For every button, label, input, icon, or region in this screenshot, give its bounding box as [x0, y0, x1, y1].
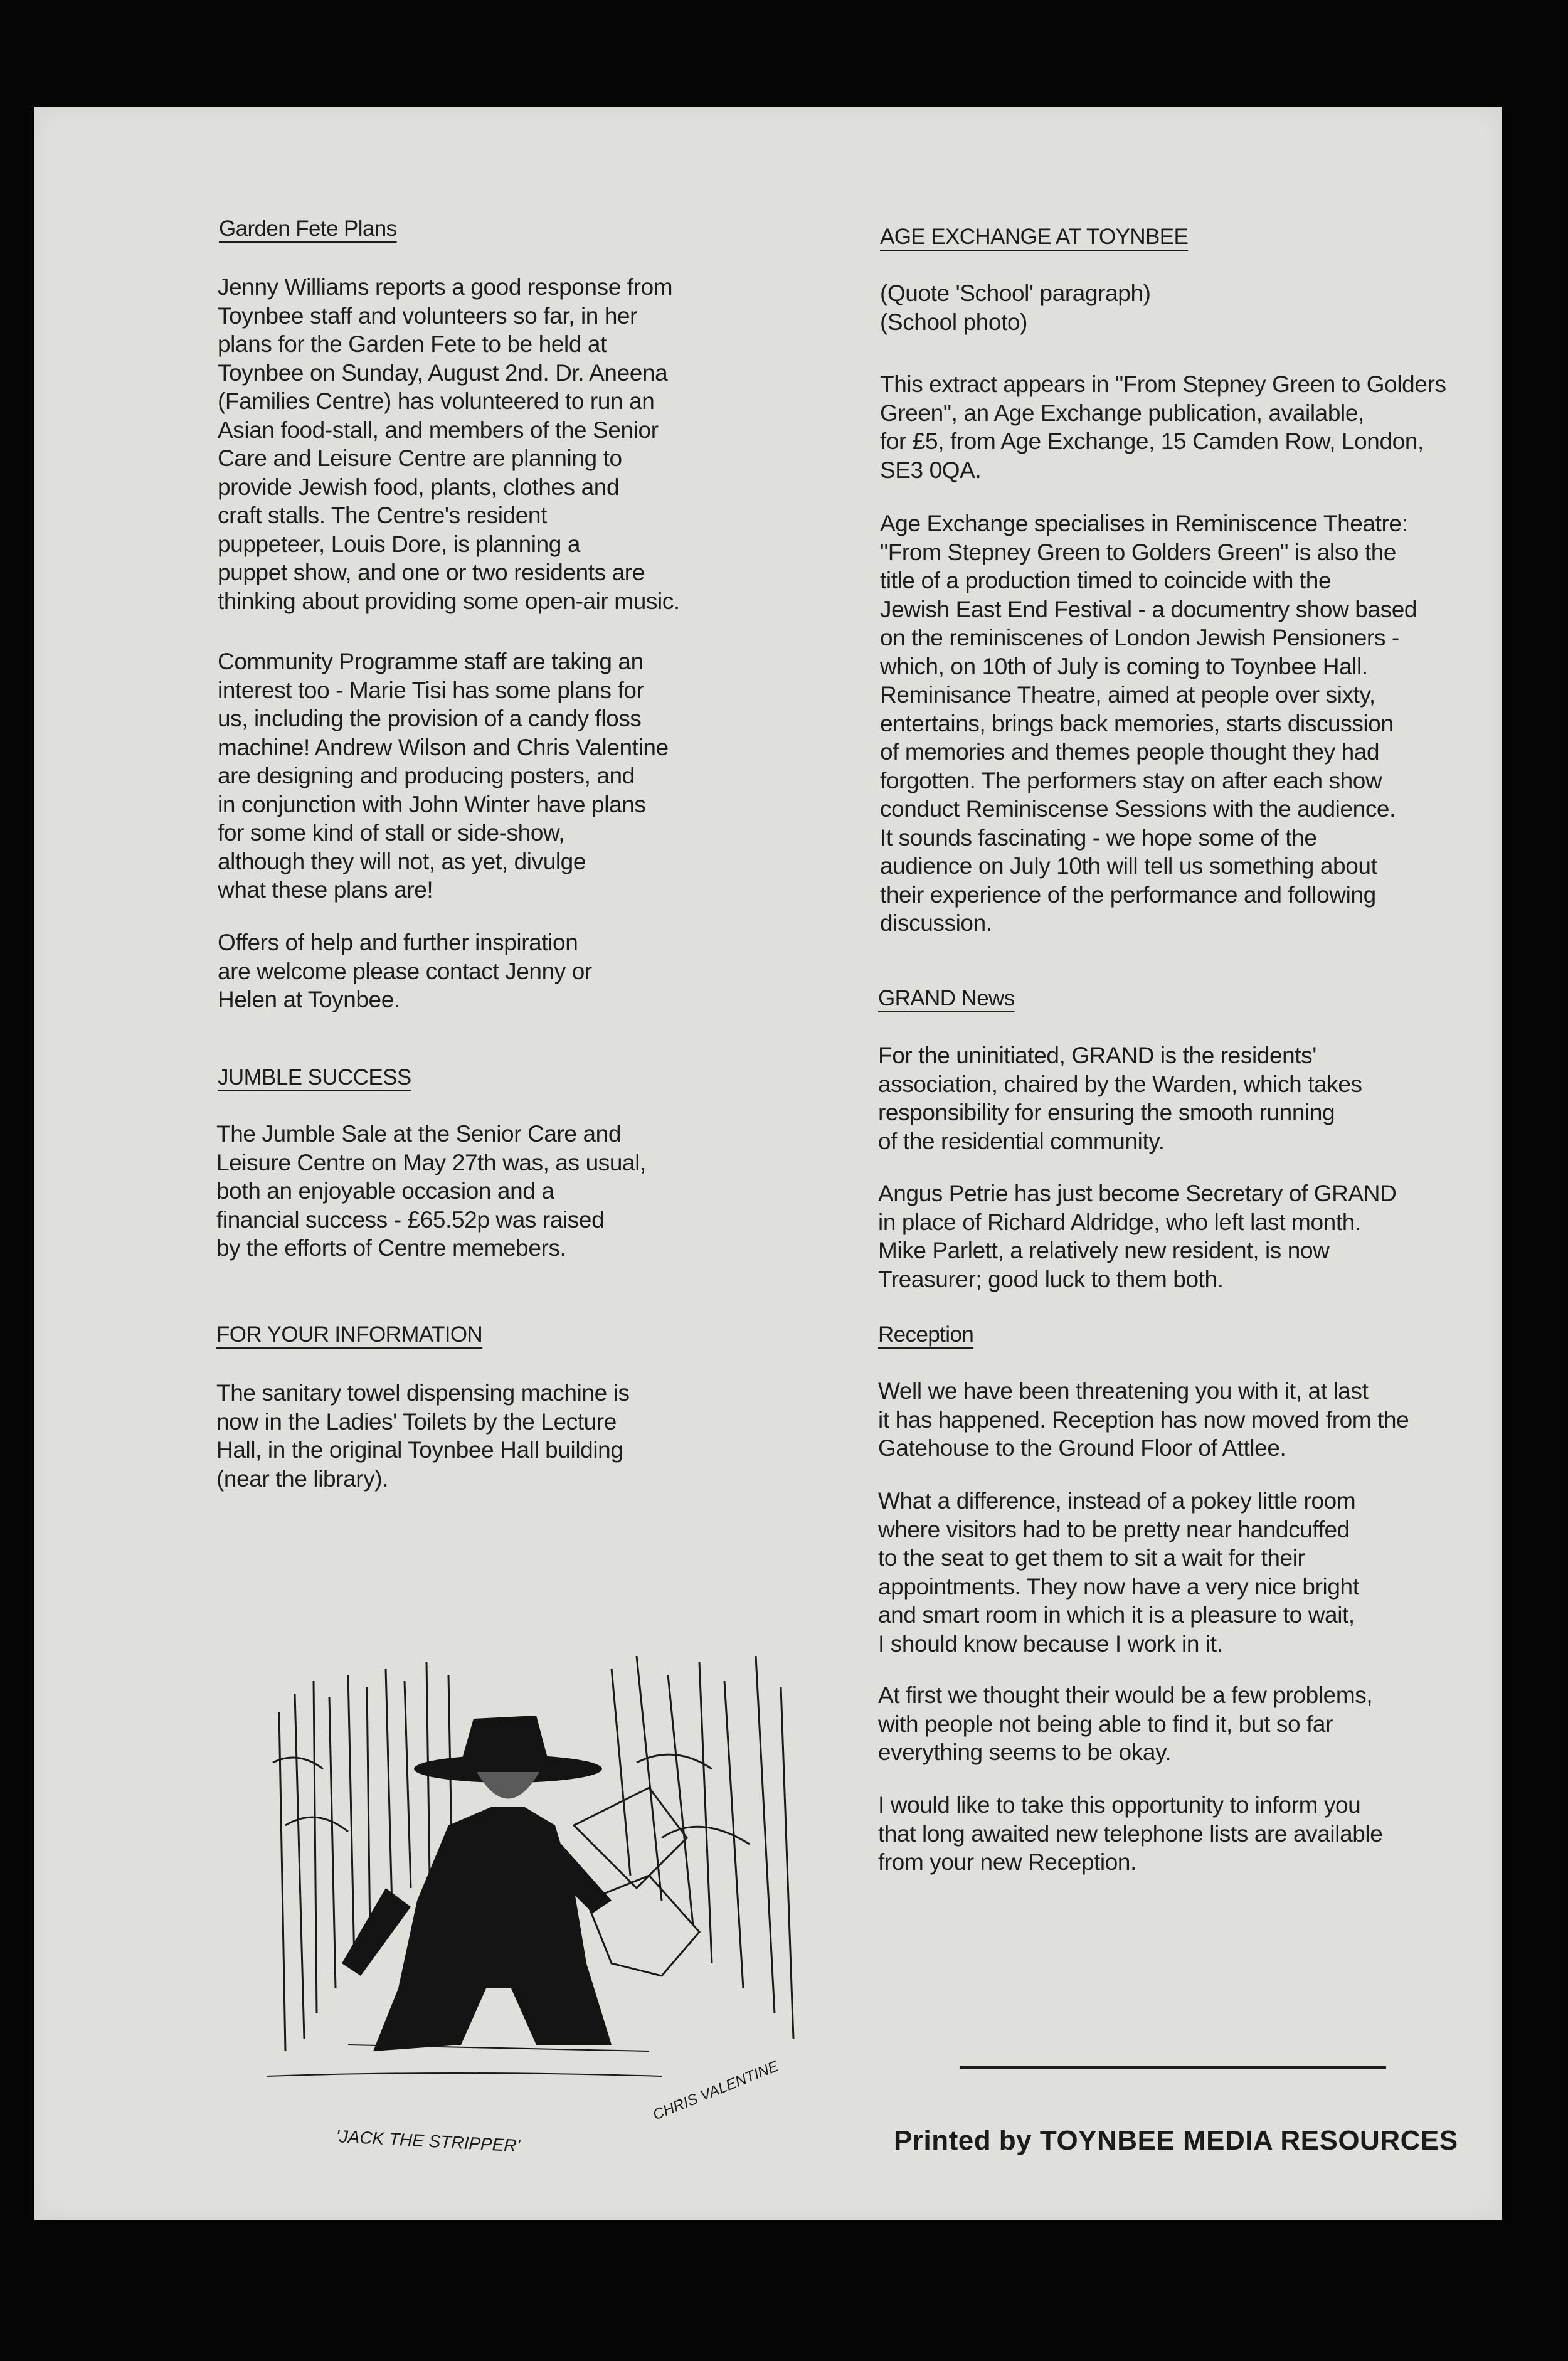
cartoon-caption: 'JACK THE STRIPPER' [335, 2126, 521, 2156]
for-your-information-text: The sanitary towel dispensing machine is now in the Ladies' Toilets by the Lecture Hall, in the original Toynbee Hall building (near the library). [216, 1380, 630, 1492]
age-exchange-heading: AGE EXCHANGE AT TOYNBEE [880, 225, 1189, 249]
for-your-information-paragraph [216, 1379, 630, 1493]
for-your-information-heading: FOR YOUR INFORMATION [216, 1322, 483, 1347]
grand-news-text-1: For the uninitiated, GRAND is the residents' association, chaired by the Warden, which takes responsibility for ensuring the smooth running of the residential community. [878, 1043, 1362, 1154]
grand-news-heading: GRAND News [878, 986, 1015, 1011]
newsletter-page [34, 107, 1502, 2220]
garden-fete-text-2: Community Programme staff are taking an interest too - Marie Tisi has some plans for us, including the provision of a candy floss machine! Andrew Wilson and Chris Valentine are designing and producing posters, and in conjunction with John Winter have plans for some kind of stall or side-show, although they will not, as yet, divulge what these plans are! [218, 649, 669, 903]
garden-fete-text-3: Offers of help and further inspiration are welcome please contact Jenny or Helen at Toynbee. [218, 930, 592, 1012]
cartoon-signature: CHRIS VALENTINE [650, 2057, 781, 2124]
grand-news-text-2: Angus Petrie has just become Secretary of GRAND in place of Richard Aldridge, who left last month. Mike Parlett, a relatively new resident, is now Treasurer; good luck to them both. [878, 1180, 1397, 1292]
reception-paragraph-3 [878, 1681, 1372, 1767]
reception-paragraph-4 [878, 1791, 1382, 1877]
garden-fete-paragraph-1 [218, 273, 680, 615]
garden-fete-paragraph-2 [218, 647, 669, 905]
age-exchange-text-2: This extract appears in "From Stepney Green to Golders Green", an Age Exchange publication, available, for £5, from Age Exchange, 15 Camden Row, London, SE3 0QA. [880, 371, 1446, 483]
age-exchange-paragraph-2 [880, 370, 1446, 484]
reception-paragraph-1 [878, 1377, 1409, 1463]
age-exchange-text-3: Age Exchange specialises in Reminiscence Theatre: "From Stepney Green to Golders Green" is also the title of a production timed to coincide with the Jewish East End Festival - a documentry show based on the reminiscenes of London Jewish Pensioners - which, on 10th of July is coming to Toynbee Hall. Reminisance Theatre, aimed at people over sixty, entertains, brings back memories, starts discussion of memories and themes people thought they had forgotten. The performers stay on after each show conduct Reminiscense Sessions with the audience. It sounds fascinating - we hope some of the audience on July 10th will tell us something about their experience of the performance and following discussion. [880, 511, 1417, 936]
printed-by-footer: Printed by TOYNBEE MEDIA RESOURCES [894, 2125, 1458, 2156]
garden-fete-heading: Garden Fete Plans [219, 216, 397, 241]
reception-heading: Reception [878, 1322, 974, 1347]
reception-text-2: What a difference, instead of a pokey little room where visitors had to be pretty near handcuffed to the seat to get them to sit a wait for their appointments. They now have a very nice bright and smart room in which it is a pleasure to wait, I should know because I work in it. [878, 1488, 1359, 1657]
jumble-success-heading: JUMBLE SUCCESS [218, 1065, 411, 1090]
jumble-success-paragraph [216, 1120, 646, 1263]
reception-text-4: I would like to take this opportunity to inform you that long awaited new telephone lists are available from your new Reception. [878, 1792, 1383, 1875]
garden-fete-paragraph-3 [218, 928, 592, 1014]
grand-news-paragraph-2 [878, 1179, 1396, 1293]
grand-news-paragraph-1 [878, 1041, 1362, 1155]
age-exchange-text-1: (Quote 'School' paragraph) (School photo) [880, 280, 1151, 335]
jumble-success-text: The Jumble Sale at the Senior Care and Leisure Centre on May 27th was, as usual, both an enjoyable occasion and a financial success - £65.52p was raised by the efforts of Centre memebers. [216, 1121, 646, 1261]
reception-text-3: At first we thought their would be a few problems, with people not being able to find it, but so far everything seems to be okay. [878, 1682, 1373, 1765]
age-exchange-paragraph-3 [880, 509, 1417, 938]
reception-text-1: Well we have been threatening you with it, at last it has happened. Reception has now moved from the Gatehouse to the Ground Floor of Attlee. [878, 1378, 1409, 1461]
reception-paragraph-2 [878, 1487, 1359, 1658]
jack-the-stripper-cartoon [260, 1637, 812, 2158]
divider-line [960, 2066, 1386, 2069]
garden-fete-text-1: Jenny Williams reports a good response from Toynbee staff and volunteers so far, in her plans for the Garden Fete to be held at Toynbee on Sunday, August 2nd. Dr. Aneena (Families Centre) has volunteered to run an Asian food-stall, and members of the Senior Care and Leisure Centre are planning to provide Jewish food, plants, clothes and craft stalls. The Centre's resident puppeteer, Louis Dore, is planning a puppet show, and one or two residents are thinking about providing some open-air music. [218, 274, 680, 614]
age-exchange-paragraph-1 [880, 279, 1151, 336]
